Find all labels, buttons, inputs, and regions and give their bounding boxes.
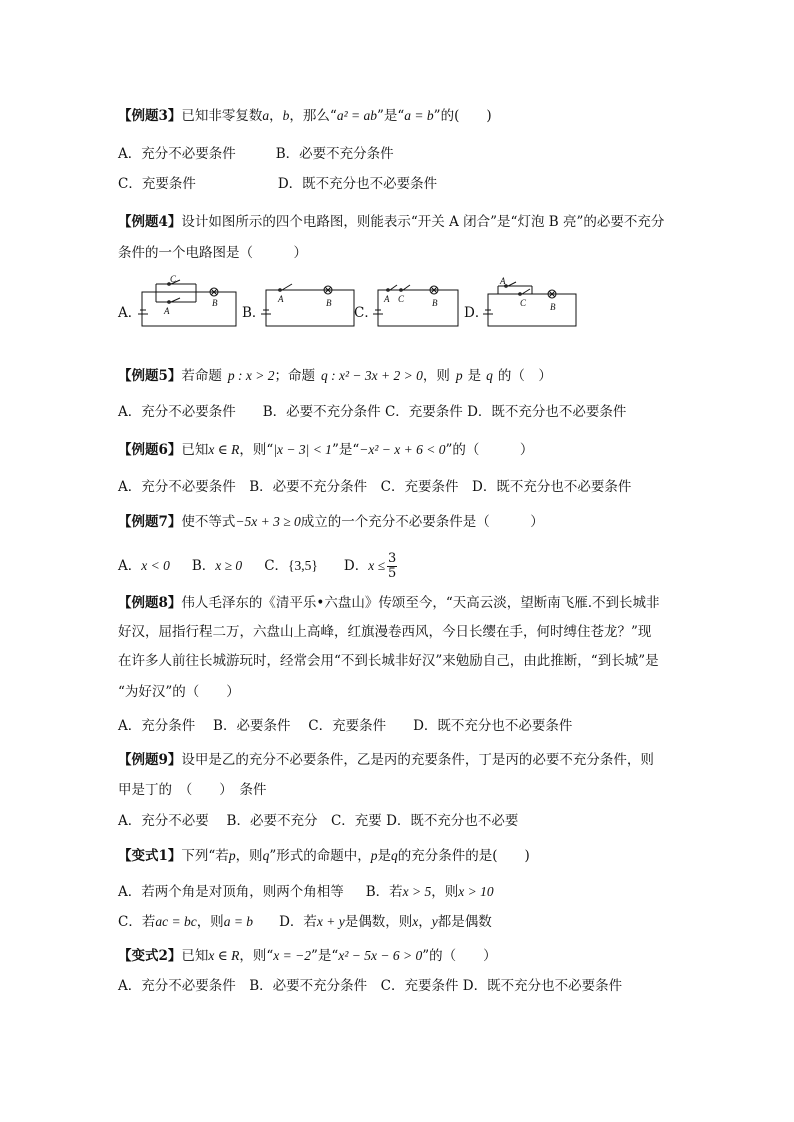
circuit-a-label: A．	[118, 305, 142, 321]
circuit-c-label: C．	[354, 305, 378, 321]
example-6-options: A．充分不必要条件 B．必要不充分条件 C．充要条件 D．既不充分也不必要条件	[118, 479, 632, 495]
example-8-line2: 好汉，屈指行程二万，六盘山上高峰，红旗漫卷西风，今日长缨在手，何时缚住苍龙？”现	[118, 624, 652, 640]
example-3-options-row2	[118, 174, 437, 194]
option-d: D．若x + y是偶数，则x，y都是偶数	[279, 914, 492, 930]
option-d: x ≤	[368, 558, 385, 573]
variant-2-stem: 【变式2】已知x ∈ R，则“x = −2”是“x² − 5x − 6 > 0”的（ ）	[118, 948, 497, 964]
svg-text:C: C	[170, 274, 177, 284]
svg-text:A: A	[278, 294, 284, 304]
svg-text:B: B	[326, 298, 332, 308]
circuit-options	[118, 274, 678, 332]
example-8-tag: 【例题8】	[118, 595, 182, 611]
example-8-line4: “为好汉”的（ ）	[118, 684, 240, 700]
svg-text:B: B	[550, 302, 556, 312]
circuit-a-diagram	[136, 274, 240, 330]
example-3-tag: 【例题3】	[118, 108, 182, 124]
example-5-stem: 【例题5】若命题 p : x > 2；命题 q : x² − 3x + 2 > 0，则 p 是 q 的（ ）	[118, 368, 552, 384]
example-9-options: A．充分不必要 B．必要不充分 C．充要 D．既不充分也不必要	[118, 813, 519, 829]
svg-text:A: A	[384, 294, 390, 304]
variant-2-options: A．充分不必要条件 B．必要不充分条件 C．充要条件 D．既不充分也不必要条件	[118, 978, 623, 994]
example-5-tag: 【例题5】	[118, 368, 182, 384]
example-4-stem: 【例题4】设计如图所示的四个电路图，则能表示“开关 A 闭合”是“灯泡 B 亮”的必要不充分	[118, 214, 665, 230]
circuit-c-diagram	[374, 282, 462, 330]
variant-1-options-row1	[118, 882, 494, 902]
example-3-options-row1	[118, 144, 394, 164]
option-d: D．既不充分也不必要条件	[277, 176, 438, 192]
example-9-line2: 甲是丁的 （ ） 条件	[118, 782, 267, 798]
option-c: C．充要条件	[118, 176, 196, 192]
variant-1-tag: 【变式1】	[118, 848, 182, 864]
variant-2-tag: 【变式2】	[118, 948, 182, 964]
circuit-b-label: B．	[242, 305, 266, 321]
example-7-tag: 【例题7】	[118, 514, 182, 530]
option-c: {3,5}	[288, 558, 318, 573]
example-6-tag: 【例题6】	[118, 442, 182, 458]
example-5-options: A．充分不必要条件 B．必要不充分条件 C．充要条件 D．既不充分也不必要条件	[118, 404, 627, 420]
example-4-stem-line2: 条件的一个电路图是（ ）	[118, 245, 307, 261]
example-3-stem: 【例题3】已知非零复数a，b，那么“a² = ab”是“a = b”的( )	[118, 108, 492, 124]
example-4-tag: 【例题4】	[118, 214, 182, 230]
circuit-d-diagram	[484, 276, 580, 330]
circuit-d-label: D．	[464, 305, 489, 321]
variant-1-options-row2	[118, 912, 492, 932]
variant-1-stem: 【变式1】下列“若p，则q”形式的命题中，p是q的充分条件的是( )	[118, 848, 530, 864]
svg-text:C: C	[520, 298, 527, 308]
example-8-options: A．充分条件 B．必要条件 C．充要条件 D．既不充分也不必要条件	[118, 718, 573, 734]
circuit-b-diagram	[262, 282, 358, 330]
example-7-options: A．x < 0 B．x ≥ 0 C．{3,5} D．x ≤ $\frac{3}{5}$	[118, 551, 397, 581]
example-7-stem: 【例题7】使不等式−5x + 3 ≥ 0成立的一个充分不必要条件是（ ）	[118, 514, 544, 530]
option-a: x < 0	[141, 558, 170, 573]
example-8-line3: 在许多人前往长城游玩时，经常会用“不到长城非好汉”来勉励自己，由此推断，“到长城”是	[118, 653, 659, 669]
example-6-stem: 【例题6】已知x ∈ R，则“|x − 3| < 1”是“−x² − x + 6 < 0”的（ ）	[118, 442, 534, 458]
svg-text:C: C	[398, 294, 405, 304]
fraction-three-fifths: $\frac{3}{5}$	[387, 551, 397, 581]
option-a: A．充分不必要条件	[118, 146, 236, 162]
option-b: B．必要不充分条件	[275, 146, 394, 162]
option-a: A．若两个角是对顶角，则两个角相等	[118, 884, 344, 900]
svg-text:A: A	[500, 276, 506, 286]
option-b: x ≥ 0	[215, 558, 243, 573]
example-9-tag: 【例题9】	[118, 752, 182, 768]
example-8-stem: 【例题8】伟人毛泽东的《清平乐•六盘山》传颂至今，“天高云淡，望断南飞雁.不到长城非	[118, 595, 660, 611]
example-9-stem: 【例题9】设甲是乙的充分不必要条件，乙是丙的充要条件，丁是丙的必要不充分条件，则	[118, 752, 654, 768]
svg-text:B: B	[432, 298, 438, 308]
svg-text:B: B	[212, 298, 218, 308]
option-b: B．若x > 5，则x > 10	[365, 884, 494, 900]
svg-text:A: A	[164, 306, 170, 316]
option-c: C．若ac = bc，则a = b	[118, 914, 254, 930]
